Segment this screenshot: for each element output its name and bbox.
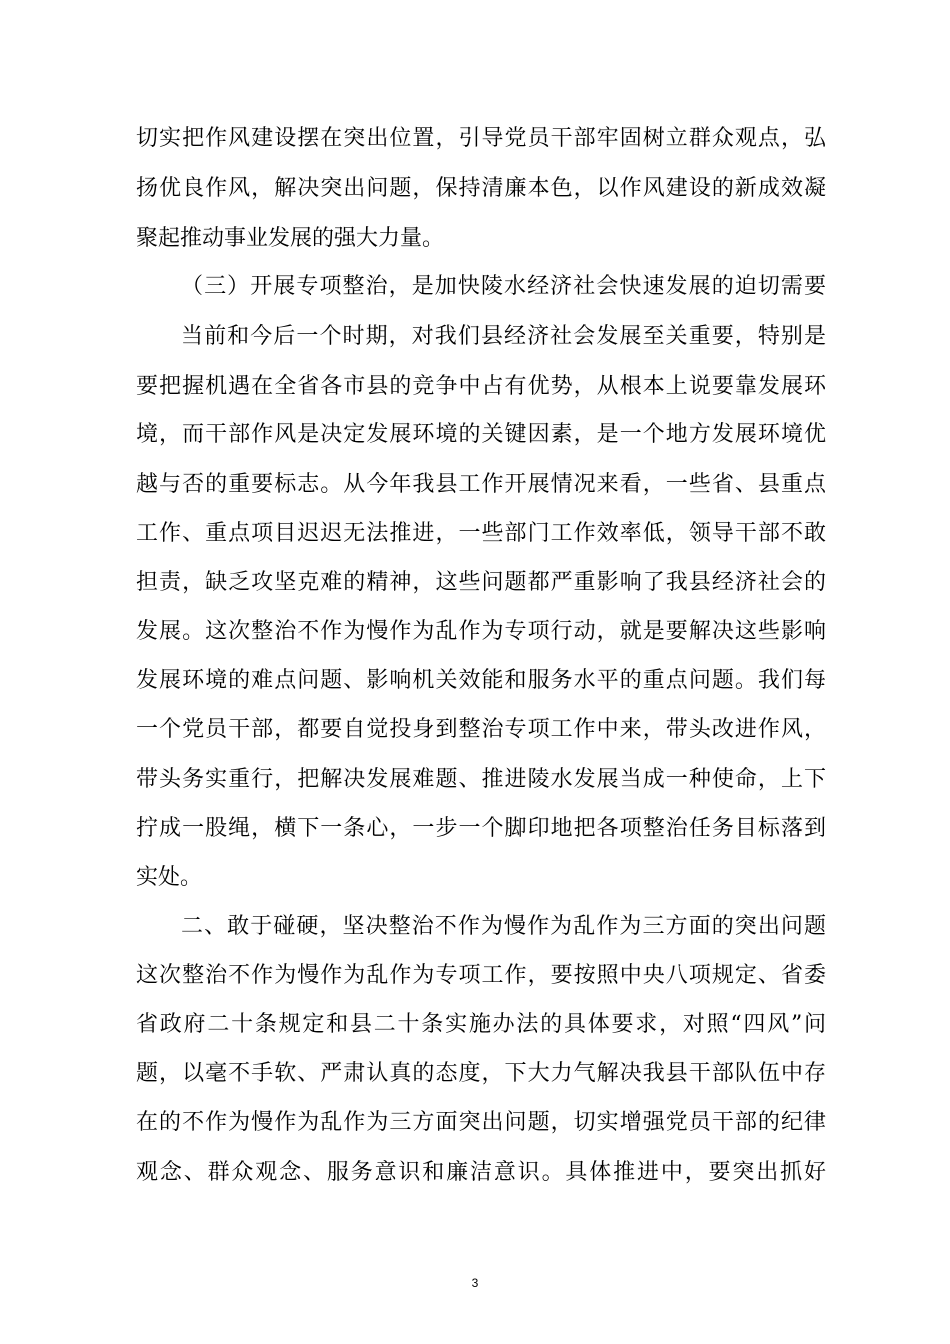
- text-line: 聚起推动事业发展的强大力量。: [136, 226, 445, 251]
- text-line: 境，而干部作风是决定发展环境的关键因素，是一个地方发展环境优: [136, 422, 826, 447]
- text-line: 发展环境的难点问题、影响机关效能和服务水平的重点问题。我们每: [136, 668, 826, 693]
- text-line: 发展。这次整治不作为慢作为乱作为专项行动，就是要解决这些影响: [136, 619, 826, 644]
- text-line: 在的不作为慢作为乱作为三方面突出问题，切实增强党员干部的纪律: [136, 1110, 826, 1135]
- page-number: 3: [471, 1276, 479, 1290]
- text-line: 拧成一股绳，横下一条心，一步一个脚印地把各项整治任务目标落到: [136, 816, 826, 841]
- text-line: 观念、群众观念、服务意识和廉洁意识。具体推进中，要突出抓好: [136, 1160, 826, 1185]
- text-line: 工作、重点项目迟迟无法推进，一些部门工作效率低，领导干部不敢: [136, 521, 826, 546]
- text-line: 省政府二十条规定和县二十条实施办法的具体要求，对照“四风”问: [136, 1012, 826, 1037]
- text-line: 一个党员干部，都要自觉投身到整治专项工作中来，带头改进作风，: [136, 717, 826, 742]
- text-line: 实处。: [136, 865, 203, 890]
- text-line: 扬优良作风，解决突出问题，保持清廉本色，以作风建设的新成效凝: [136, 176, 826, 201]
- text-line: 要把握机遇在全省各市县的竞争中占有优势，从根本上说要靠发展环: [136, 374, 826, 399]
- section-heading: 二、敢于碰硬，坚决整治不作为慢作为乱作为三方面的突出问题: [181, 914, 826, 939]
- text-line: 担责，缺乏攻坚克难的精神，这些问题都严重影响了我县经济社会的: [136, 570, 826, 595]
- text-line: 这次整治不作为慢作为乱作为专项工作，要按照中央八项规定、省委: [136, 963, 826, 988]
- text-line: 切实把作风建设摆在突出位置，引导党员干部牢固树立群众观点，弘: [136, 126, 826, 151]
- text-line: 当前和今后一个时期，对我们县经济社会发展至关重要，特别是: [181, 324, 826, 349]
- text-line: 越与否的重要标志。从今年我县工作开展情况来看，一些省、县重点: [136, 472, 826, 497]
- text-line: 带头务实重行，把解决发展难题、推进陵水发展当成一种使命，上下: [136, 767, 826, 792]
- section-heading: （三）开展专项整治，是加快陵水经济社会快速发展的迫切需要: [181, 274, 826, 299]
- text-line: 题，以毫不手软、严肃认真的态度，下大力气解决我县干部队伍中存: [136, 1061, 826, 1086]
